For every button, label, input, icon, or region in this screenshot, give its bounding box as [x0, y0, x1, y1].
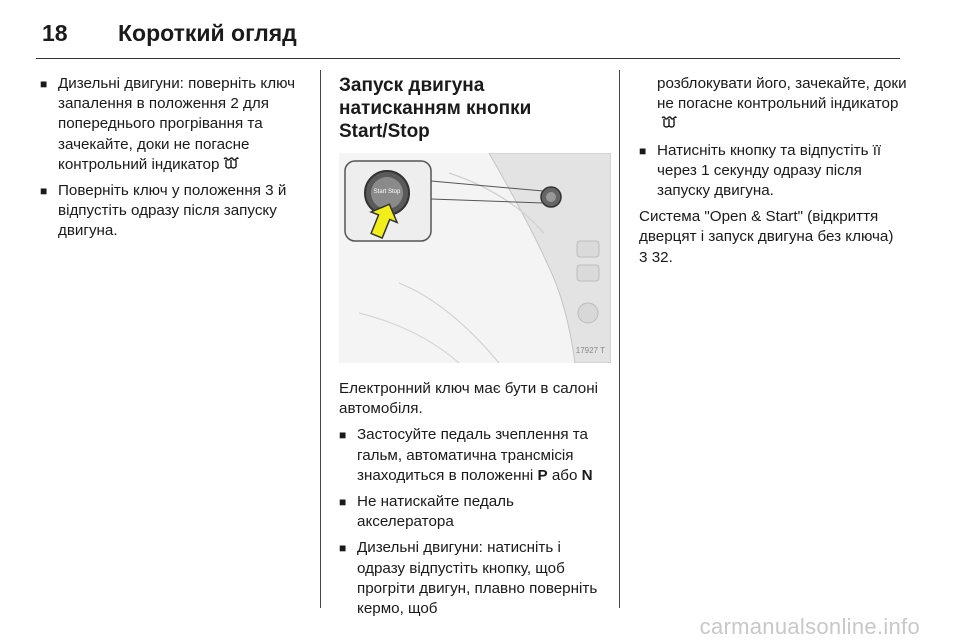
- column-divider-2: [619, 70, 620, 608]
- bullet-press-release: [639, 141, 909, 202]
- bullet-turn-key: [40, 181, 308, 242]
- start-stop-button-text: Start Stop: [373, 189, 401, 195]
- bullet-text: Натисніть кнопку та відпустіть її через 1 секунду одразу після запуску двигуна.: [657, 141, 882, 200]
- bullet-diesel-press: [339, 538, 609, 619]
- bullet-text: Поверніть ключ у положення 3 й відпустіть одразу після запуску двигуна.: [58, 182, 287, 240]
- bullet-diesel-preheat: [40, 74, 308, 175]
- page-header: [36, 14, 900, 58]
- header-rule: [36, 58, 900, 59]
- figure-code: 17927 T: [575, 345, 605, 355]
- page-title: Короткий огляд: [118, 20, 297, 46]
- start-stop-illustration: [339, 153, 611, 363]
- bullet-text-middle: або: [547, 466, 582, 484]
- note-text: Система "Open & Start" (відкриття дверцят і запуск двигуна без ключа): [639, 208, 894, 246]
- gear-p: P: [537, 466, 548, 484]
- open-start-note: [639, 207, 909, 268]
- bullet-clutch-brake: [339, 425, 609, 486]
- page-ref-arrow-icon: 3: [639, 248, 648, 266]
- bullet-text: Застосуйте педаль зчеплення та гальм, автоматична трансмісія знаходиться в положенні: [357, 426, 589, 484]
- glow-plug-icon: [661, 115, 677, 129]
- column-3: [639, 74, 909, 274]
- column-divider-1: [320, 70, 321, 608]
- bullet-text: Дизельні двигуни: натисніть і одразу відпустіть кнопку, щоб прогріти двигун, плавно поверніть кермо, щоб: [357, 539, 598, 618]
- watermark: carmanualsonline.info: [699, 614, 920, 639]
- intro-text: Електронний ключ має бути в салоні автомобіля.: [339, 380, 598, 418]
- page-number: 18: [42, 20, 68, 46]
- gear-n: N: [581, 466, 593, 484]
- column-1: [40, 74, 308, 248]
- column-2: [339, 74, 609, 625]
- section-heading: Запуск двигуна натисканням кнопки Start/Stop: [339, 75, 532, 142]
- continuation: розблокувати його, зачекайте, доки не погасне контрольний індикатор: [657, 75, 907, 113]
- bullet-accelerator: [339, 492, 609, 532]
- bullet-text: Не натискайте педаль акселератора: [357, 493, 514, 531]
- continuation-text: [639, 74, 909, 135]
- page-ref: 32.: [651, 248, 673, 266]
- glow-plug-icon: [223, 156, 239, 170]
- bullet-text: Дизельні двигуни: поверніть ключ запалення в положення 2 для попереднього прогрівання та зачекайте, доки не погасне контрольний індикатор: [58, 75, 296, 173]
